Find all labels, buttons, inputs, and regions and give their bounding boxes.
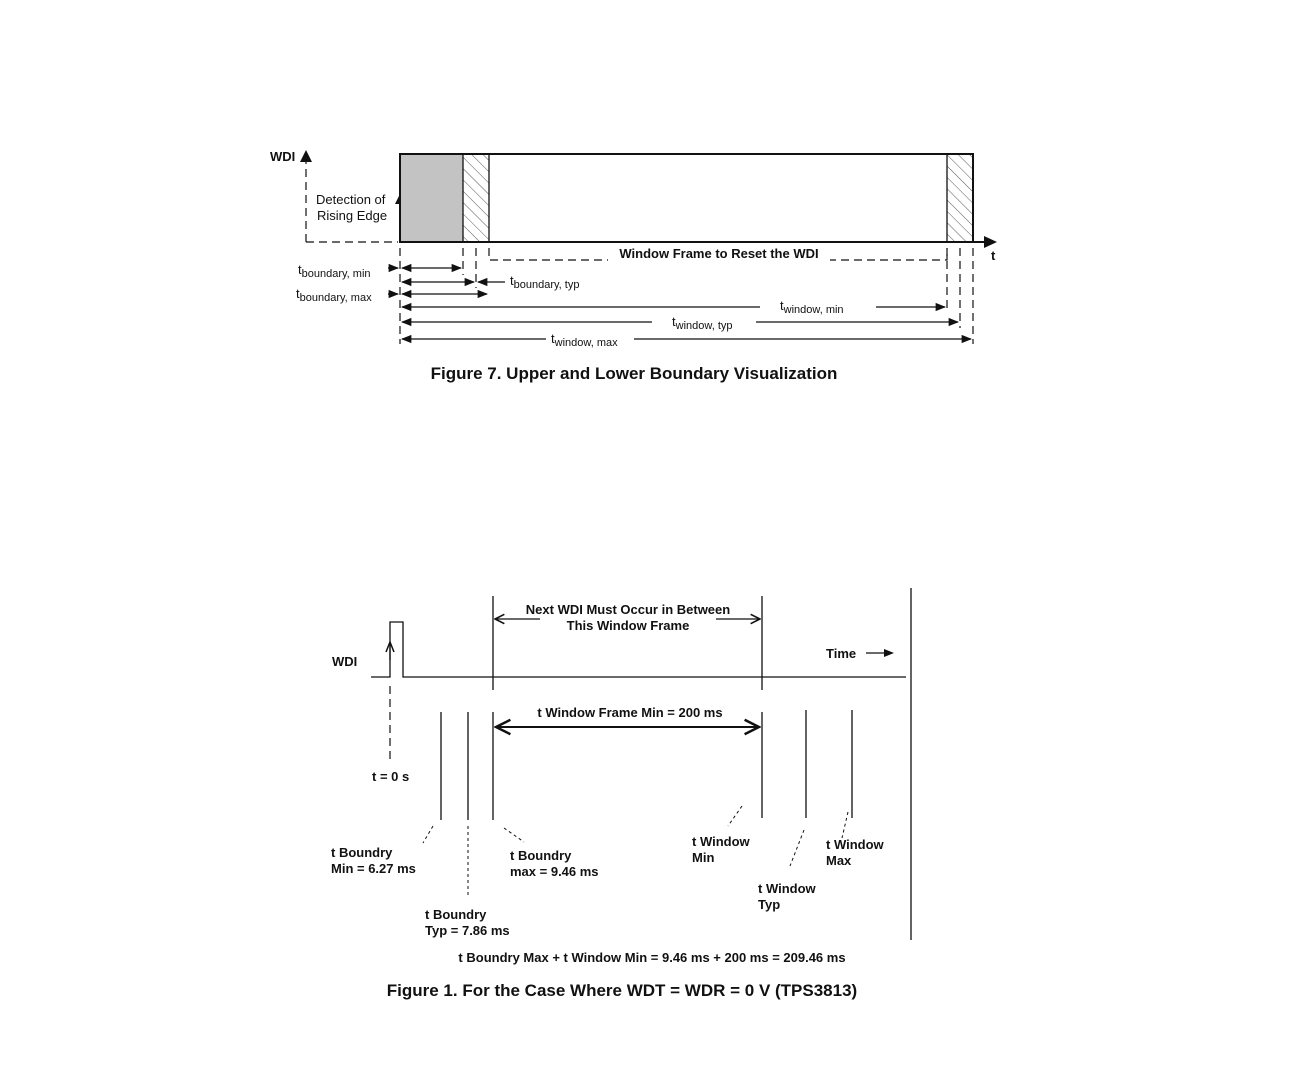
twindow-min-label: twindow, min bbox=[780, 298, 844, 316]
time-axis-label: t bbox=[991, 248, 996, 263]
boundry-min-label-line1: t Boundry bbox=[331, 845, 393, 860]
window-min-label-line2: Min bbox=[692, 850, 715, 865]
detection-zone bbox=[400, 154, 463, 242]
summary-equation: t Boundry Max + t Window Min = 9.46 ms + 200 ms = 209.46 ms bbox=[458, 950, 846, 965]
window-typ-label-line1: t Window bbox=[758, 881, 816, 896]
detection-label-line2: Rising Edge bbox=[317, 208, 388, 223]
window-max-label-line2: Max bbox=[826, 853, 852, 868]
twindow-max-label: twindow, max bbox=[551, 331, 618, 349]
boundry-typ-label-line2: Typ = 7.86 ms bbox=[425, 923, 510, 938]
time-label: Time bbox=[826, 646, 857, 661]
time-axis-arrow-icon bbox=[984, 236, 997, 248]
window-typ-label-line2: Typ bbox=[758, 897, 781, 912]
tboundary-min-label: tboundary, min bbox=[298, 262, 371, 280]
wdi-label: WDI bbox=[332, 654, 358, 669]
tboundary-typ-label: tboundary, typ bbox=[510, 273, 580, 291]
boundry-max-label-line2: max = 9.46 ms bbox=[510, 864, 599, 879]
figure-1 bbox=[331, 588, 911, 1000]
lower-boundary-hatch bbox=[463, 154, 489, 242]
upper-boundary-hatch bbox=[947, 154, 973, 242]
window-min-label-line1: t Window bbox=[692, 834, 750, 849]
next-wdi-line1: Next WDI Must Occur in Between bbox=[525, 602, 731, 617]
window-frame-label: Window Frame to Reset the WDI bbox=[619, 246, 819, 261]
boundry-typ-label-line1: t Boundry bbox=[425, 907, 487, 922]
window-frame-min-label: t Window Frame Min = 200 ms bbox=[537, 705, 723, 720]
time-arrow-icon bbox=[884, 649, 894, 657]
t0-label: t = 0 s bbox=[372, 769, 410, 784]
detection-label-line1: Detection of bbox=[316, 192, 386, 207]
boundry-max-label-line1: t Boundry bbox=[510, 848, 572, 863]
window-max-label-line1: t Window bbox=[826, 837, 884, 852]
wdi-axis-label: WDI bbox=[270, 149, 296, 164]
twindow-typ-label: twindow, typ bbox=[672, 314, 733, 332]
tboundary-max-label: tboundary, max bbox=[296, 286, 372, 304]
wdi-axis-arrow-icon bbox=[300, 150, 312, 162]
boundry-min-label-line2: Min = 6.27 ms bbox=[331, 861, 416, 876]
figure-7 bbox=[270, 149, 997, 383]
figure-7-caption: Figure 7. Upper and Lower Boundary Visualization bbox=[430, 364, 838, 383]
next-wdi-line2: This Window Frame bbox=[566, 618, 690, 633]
figure-1-caption: Figure 1. For the Case Where WDT = WDR = 0 V (TPS3813) bbox=[386, 981, 858, 1000]
